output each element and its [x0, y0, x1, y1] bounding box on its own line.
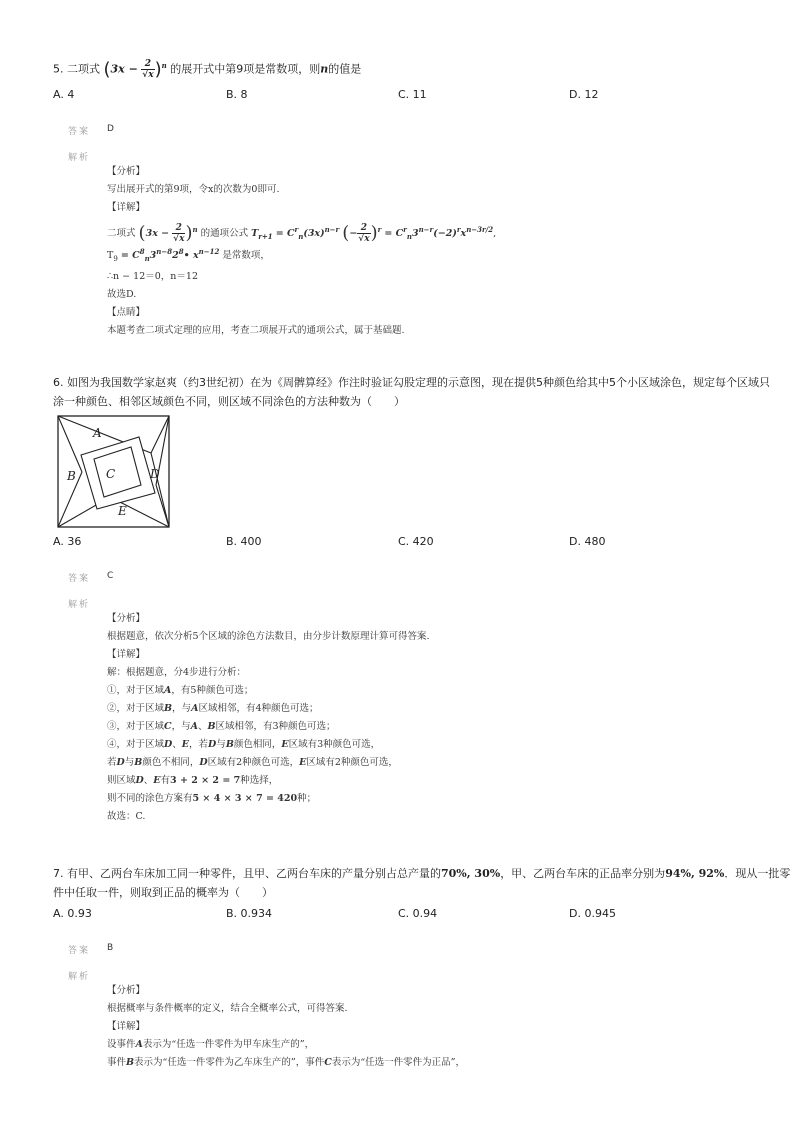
q7-option-d[interactable]: D. 0.945 — [569, 907, 616, 920]
q6-option-b[interactable]: B. 400 — [226, 535, 262, 548]
region-a-label: A — [93, 426, 102, 440]
q5-analysis: 【分析】 写出展开式的第9项，令x的次数为0即可. 【详解】 二项式 (3x − $\frac{2}{√x}$ )$^n$ 的通项公式 $T_{r+1} = C^r_n(3x)^{n-r}$ (− $\frac{2}{√x}$ )$^r = C^r_n3^{n-r}(-2)^rx^{n-3r/2}$, $T_9$ = $C^8_n3^{n-8}2^8•$ $x^{n-12}$ 是常数项， ∴n − 12＝0，n＝12 故选D. 【点睛】 本题考查二项式定理的应用，考查二项展开式的通项公式，属于基础题. — [107, 163, 707, 340]
q6-analysis: 【分析】 根据题意，依次分析5个区域的涂色方法数目，由分步计数原理计算可得答案. 【详解】 解：根据题意，分4步进行分析： ①，对于区域A，有5种颜色可选； ②，对于区域B，与A区域相邻，有4种颜色可选； ③，对于区域C，与A、B区域相邻，有3种颜色可选； ④，对于区域D、E，若D与B颜色相同，E区域有3种颜色可选， 若D与B颜色不相同，D区域有2种颜色可选，E区域有2种颜色可选， 则区域D、E有3 + 2 × 2 = 7种选择， 则不同的涂色方案有5 × 4 × 3 × 7 = 420种； 故选：C. — [107, 613, 430, 822]
q6-answer: C — [107, 571, 114, 581]
q5-analysis-label: 解析 — [68, 153, 91, 163]
q6-option-a[interactable]: A. 36 — [53, 535, 82, 548]
q5-option-b[interactable]: B. 8 — [226, 88, 248, 101]
q7-option-b[interactable]: B. 0.934 — [226, 907, 273, 920]
q5-stem: 5. 二项式 (3x − $\frac{2}{√x}$ )$^n$ 的展开式中第9项是常数项，则n的值是 — [53, 59, 362, 81]
q5-t9: $T_9$ = $C^8_n3^{n-8}2^8•$ $x^{n-12}$ 是常数项， — [107, 247, 270, 264]
q7-stem: 7. 有甲、乙两台车床加工同一种零件，且甲、乙两台车床的产量分别占总产量的70%, 30%，甲、乙两台车床的正品率分别为94%, 92%．现从一批零 件中任取一件，则取到正品的概率为（ ） — [53, 867, 791, 899]
region-b-label: B — [67, 469, 76, 483]
q5-option-c[interactable]: C. 11 — [398, 88, 427, 101]
region-d-label: D — [150, 467, 160, 481]
q7-analysis-label: 解析 — [68, 972, 91, 982]
q5-answer: D — [107, 124, 114, 134]
q5-option-a[interactable]: A. 4 — [53, 88, 75, 101]
q5-option-d[interactable]: D. 12 — [569, 88, 599, 101]
q7-option-a[interactable]: A. 0.93 — [53, 907, 92, 920]
q7-option-c[interactable]: C. 0.94 — [398, 907, 438, 920]
zhao-shuang-diagram — [57, 415, 170, 528]
region-c-label: C — [106, 467, 116, 481]
region-e-label: E — [118, 504, 127, 518]
q6-option-c[interactable]: C. 420 — [398, 535, 434, 548]
q6-analysis-label: 解析 — [68, 600, 91, 610]
q6-option-d[interactable]: D. 480 — [569, 535, 606, 548]
q7-options — [53, 907, 753, 923]
q5-options — [53, 88, 753, 104]
q5-answer-label: 答案 — [68, 127, 91, 137]
q7-analysis: 【分析】 根据概率与条件概率的定义，结合全概率公式，可得答案. 【详解】 设事件A表示为“任选一件零件为甲车床生产的”， 事件B表示为“任选一件零件为乙车床生产的”，事件C表示为“任选一件零件为正品”， — [107, 985, 466, 1068]
q5-general-term: 二项式 (3x − $\frac{2}{√x}$ )$^n$ 的通项公式 $T_{r+1} = C^r_n(3x)^{n-r}$ (− $\frac{2}{√x}$ )$^r = C^r_n3^{n-r}(-2)^rx^{n-3r/2}$, — [107, 222, 497, 245]
q6-stem: 6. 如图为我国数学家赵爽（约3世纪初）在为《周髀算经》作注时验证勾股定理的示意图，现在提供5种颜色给其中5个小区域涂色，规定每个区域只 涂一种颜色、相邻区域颜色不同，则区域不同涂色的方法种数为（ ） — [53, 376, 770, 408]
q6-answer-label: 答案 — [68, 574, 91, 584]
q6-options — [53, 535, 753, 551]
q7-answer: B — [107, 943, 114, 953]
q5-fraction: $\frac{2}{√x}$ — [142, 59, 154, 81]
q7-answer-label: 答案 — [68, 946, 91, 956]
